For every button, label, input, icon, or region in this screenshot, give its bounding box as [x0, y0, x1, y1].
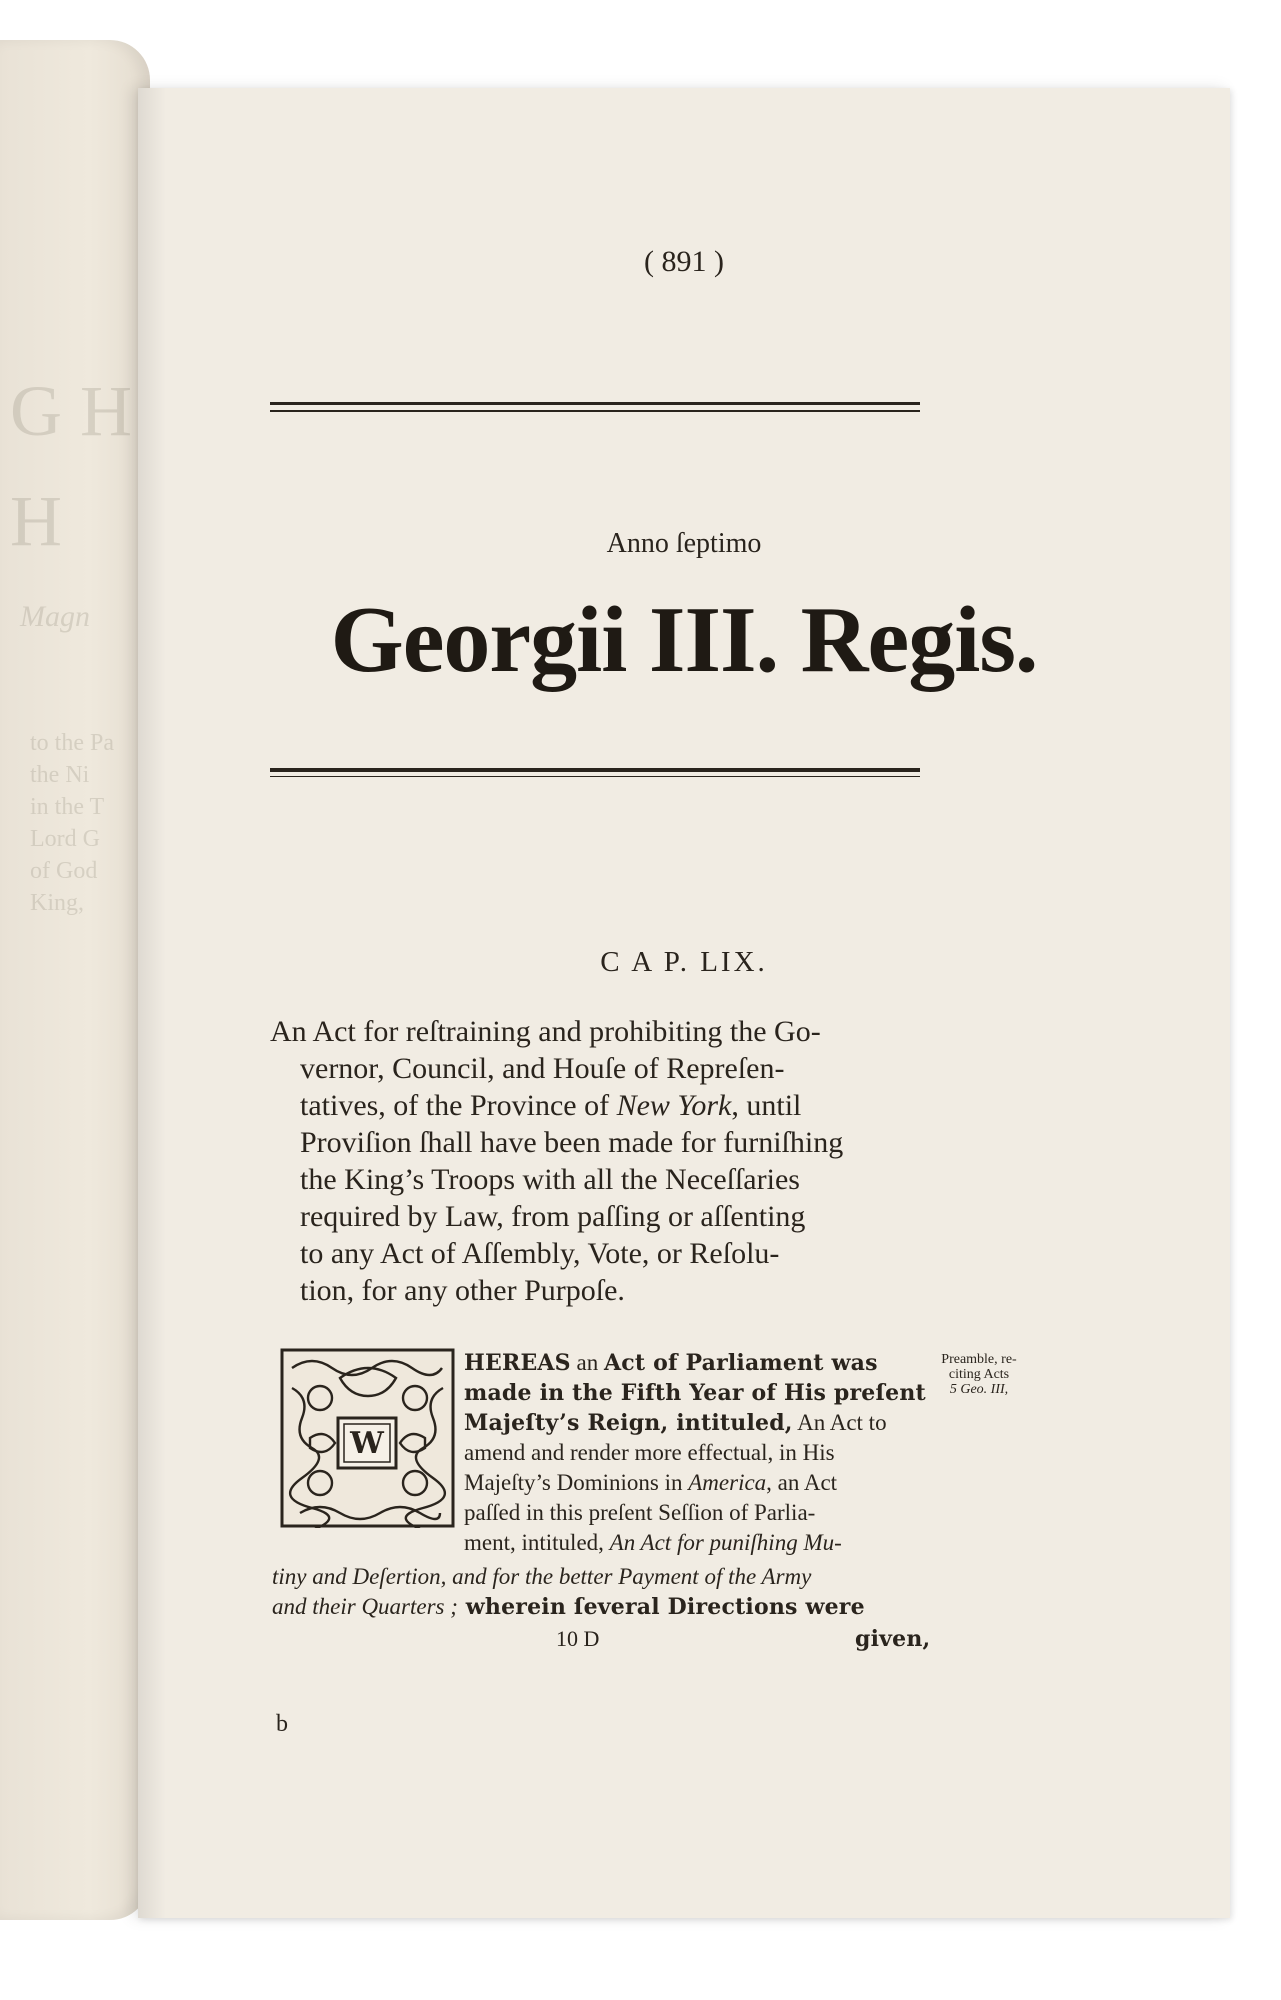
top-double-rule-thick: [270, 402, 920, 405]
left-page-fragment: of God: [30, 858, 98, 884]
body-span: Majeſty’s Reign, intituled,: [464, 1410, 793, 1436]
act-title-text: , until: [731, 1089, 802, 1122]
title-rule-thin: [270, 776, 920, 777]
body-span: Majeſty’s Dominions in: [464, 1470, 689, 1495]
body-line: [464, 1500, 815, 1526]
reign-title: Georgii III. Regis.: [330, 588, 1038, 692]
act-title-text: tatives, of the Province of: [300, 1089, 617, 1122]
body-span: , an Act: [766, 1470, 838, 1495]
act-title-italic: New York: [616, 1089, 732, 1122]
act-title-text: vernor, Council, and Houſe of Repreſen-: [300, 1052, 785, 1085]
page-number: ( 891 ): [644, 245, 724, 278]
left-page-fragment: to the Pa: [30, 730, 114, 756]
marginal-note-line: citing Acts: [948, 1367, 1010, 1382]
body-line: [464, 1380, 926, 1406]
body-line: [464, 1350, 878, 1376]
body-line: [464, 1470, 837, 1496]
body-span: paſſed in this preſent Seſſion of Parlia-: [464, 1500, 816, 1525]
act-title-text: Proviſion ſhall have been made for furniſhing: [300, 1126, 844, 1159]
act-title-line: [270, 1015, 821, 1049]
marginal-note: [934, 1352, 1024, 1397]
body-span: An Act to: [792, 1410, 887, 1435]
body-span: America: [688, 1470, 767, 1495]
gathering-mark: b: [276, 1711, 288, 1737]
marginal-note-line: 5 Geo. III,: [949, 1382, 1009, 1397]
drop-cap-letter: W: [350, 1426, 384, 1461]
body-line: [464, 1410, 887, 1436]
body-span: wherein ſeveral Directions were: [457, 1594, 865, 1620]
left-page-fragment: G H: [10, 371, 132, 451]
act-title-text: tion, for any other Purpoſe.: [300, 1274, 625, 1307]
act-title-line: [300, 1089, 801, 1123]
body-line: [464, 1530, 842, 1556]
body-span: tiny and Deſertion, and for the better Payment of the Army: [272, 1564, 812, 1589]
marginal-note-line: Preamble, re-: [941, 1352, 1017, 1367]
body-span: Act of Parliament was: [603, 1350, 878, 1376]
body-line: [272, 1564, 811, 1590]
document-page: [138, 88, 1230, 1918]
signature-mark: 10 D: [556, 1626, 600, 1651]
left-page-fragment: Lord G: [30, 826, 100, 852]
body-span: HEREAS: [464, 1350, 571, 1376]
catchword: given,: [855, 1626, 931, 1652]
title-rule-thick: [270, 768, 920, 772]
body-span: an: [570, 1350, 604, 1375]
left-page-fragment: the Ni: [30, 762, 90, 788]
act-title-line: [300, 1163, 800, 1197]
left-page-fragment: Magn: [20, 600, 90, 633]
act-title-line: [300, 1052, 784, 1086]
act-title-line: [300, 1200, 805, 1234]
chapter-heading: C A P. LIX.: [600, 946, 768, 978]
act-title-text: to any Act of Aſſembly, Vote, or Reſolu-: [300, 1237, 780, 1270]
body-line: [272, 1594, 865, 1620]
body-span: made in the Fifth Year of His preſent: [464, 1380, 926, 1406]
left-page-fragment: in the T: [30, 794, 105, 820]
body-line: [464, 1440, 835, 1466]
body-span: and their Quarters ;: [272, 1594, 458, 1619]
act-title-line: [300, 1126, 843, 1160]
act-title-line: [300, 1274, 625, 1308]
decorated-initial: [280, 1348, 455, 1528]
body-span: An Act for puniſhing Mu-: [609, 1530, 842, 1555]
act-title-text: An Act for reſtraining and prohibiting the Go-: [270, 1015, 821, 1048]
left-page-fragment: King,: [30, 890, 84, 916]
body-span: amend and render more effectual, in His: [464, 1440, 835, 1465]
act-title-text: the King’s Troops with all the Neceſſaries: [300, 1163, 800, 1196]
top-double-rule-thin: [270, 410, 920, 412]
act-title-line: [300, 1237, 779, 1271]
left-page-fragment: H: [10, 481, 62, 561]
act-title-text: required by Law, from paſſing or aſſenting: [300, 1200, 806, 1233]
left-facing-page: [0, 40, 150, 1920]
anno-heading: Anno ſeptimo: [606, 528, 762, 559]
body-span: ment, intituled,: [464, 1530, 610, 1555]
